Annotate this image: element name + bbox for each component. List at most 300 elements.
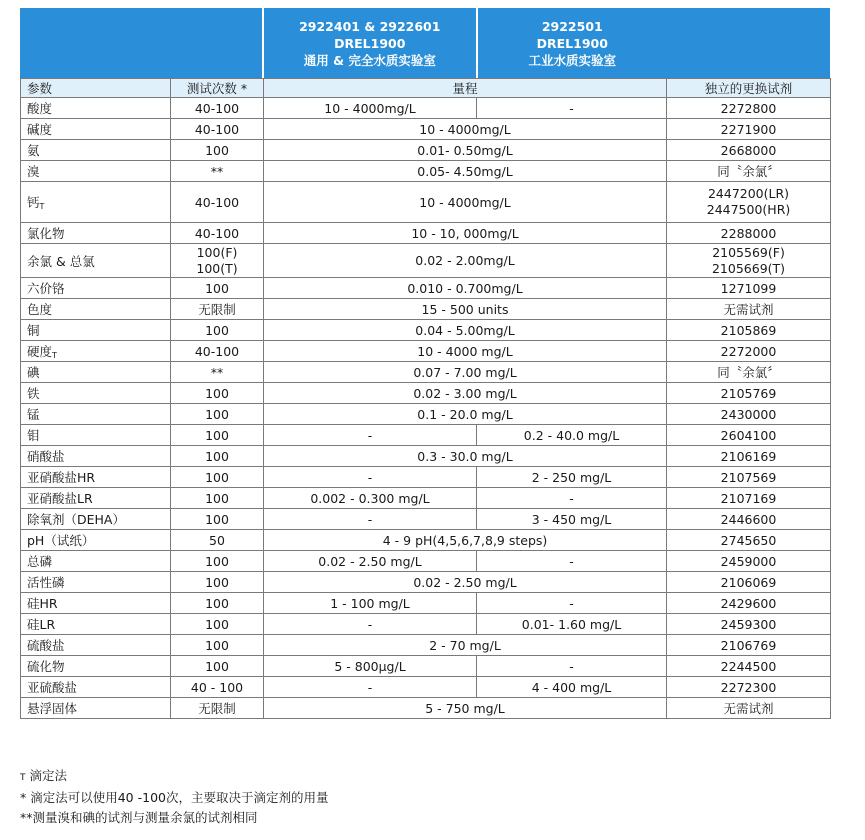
range-cell: [264, 244, 667, 278]
tests-value: 100: [205, 658, 229, 674]
param-name: 碘: [27, 365, 40, 380]
tests-value: 无限制: [198, 302, 236, 317]
reagent-code: 2429600: [720, 595, 777, 611]
reagent-cell: [667, 446, 831, 467]
range-product-2: [477, 593, 667, 614]
param-cell: [21, 551, 171, 572]
reagent-cell: [667, 467, 831, 488]
tests-cell: [171, 425, 264, 446]
param-cell: [21, 223, 171, 244]
reagent-cell: [667, 551, 831, 572]
param-cell: [21, 446, 171, 467]
reagent-code: 同〝余氯〞: [717, 365, 780, 380]
reagent-cell: [667, 278, 831, 299]
range-cell: [264, 383, 667, 404]
param-name: 氨: [27, 143, 40, 158]
param-cell: [21, 425, 171, 446]
param-cell: [21, 362, 171, 383]
tests-value: 100: [205, 448, 229, 464]
range-value-product-1: 0.02 - 2.50 mg/L: [318, 553, 422, 569]
range-value: 15 - 500 units: [421, 301, 509, 317]
tests-value: 100: [205, 490, 229, 506]
reagent-cell: [667, 140, 831, 161]
range-value-product-1: -: [367, 616, 373, 632]
param-cell: [21, 530, 171, 551]
param-cell: [21, 656, 171, 677]
tests-value: 100: [205, 616, 229, 632]
range-cell: [264, 299, 667, 320]
range-value-product-2: -: [569, 553, 574, 569]
reagent-cell: [667, 161, 831, 182]
reagent-cell: [667, 223, 831, 244]
product-2-codes: 2922501: [541, 18, 603, 34]
table-row: [21, 244, 831, 278]
reagent-code-2: 2447500(HR): [706, 202, 791, 217]
param-cell: [21, 383, 171, 404]
tests-value-2: 100(T): [196, 260, 238, 276]
param-name: 活性磷: [27, 575, 65, 590]
table-row: [21, 320, 831, 341]
reagent-code: 2106169: [720, 448, 777, 464]
reagent-code: 2272300: [720, 679, 777, 695]
header-blank: [20, 8, 262, 78]
table-row: [21, 530, 831, 551]
range-product-2: [477, 614, 667, 635]
range-value: 2 - 70 mg/L: [429, 637, 501, 653]
param-cell: [21, 509, 171, 530]
param-cell: [21, 635, 171, 656]
reagent-code: 2447200(LR): [707, 186, 790, 201]
tests-cell: [171, 119, 264, 140]
reagent-code: 2446600: [720, 511, 777, 527]
table-row: [21, 593, 831, 614]
tests-value: 100: [205, 406, 229, 422]
tests-cell: [171, 677, 264, 698]
range-product-2: [477, 677, 667, 698]
range-cell: [264, 698, 667, 719]
range-cell: [264, 572, 667, 593]
tests-value: 40-100: [194, 343, 240, 359]
range-value-product-1: -: [367, 679, 373, 695]
tests-value: 40-100: [194, 225, 240, 241]
tests-value: 100: [205, 142, 229, 158]
titration-mark: T: [39, 202, 45, 211]
range-cell: [264, 140, 667, 161]
reagent-code: 2604100: [720, 427, 777, 443]
table-row: [21, 446, 831, 467]
range-product-1: [264, 98, 477, 119]
param-name: 总磷: [27, 554, 53, 569]
tests-value: 40 - 100: [190, 679, 244, 695]
range-cell: [264, 161, 667, 182]
reagent-code: 无需试剂: [723, 701, 774, 716]
table-row: [21, 119, 831, 140]
reagent-cell: [667, 425, 831, 446]
range-cell: [264, 341, 667, 362]
param-cell: [21, 698, 171, 719]
reagent-cell: [667, 698, 831, 719]
footnote-tests: * 滴定法可以使用40 -100次，主要取决于滴定剂的用量: [20, 790, 329, 805]
param-name: 钼: [27, 428, 40, 443]
param-name: 锰: [27, 407, 40, 422]
titration-mark: T: [52, 351, 57, 360]
reagent-code: 2107569: [720, 469, 777, 485]
param-name: 硝酸盐: [27, 449, 65, 464]
param-name: 铁: [27, 386, 40, 401]
table-row: [21, 341, 831, 362]
reagent-cell: [667, 383, 831, 404]
range-value: 5 - 750 mg/L: [425, 700, 505, 716]
table-row: [21, 551, 831, 572]
tests-cell: [171, 656, 264, 677]
table-row: [21, 299, 831, 320]
column-header-row: [21, 79, 831, 98]
range-product-1: [264, 677, 477, 698]
range-product-2: [477, 656, 667, 677]
column-header-range: 量程: [264, 79, 667, 98]
param-cell: [21, 341, 171, 362]
param-name: pH（试纸）: [27, 533, 95, 548]
range-value: 0.02 - 2.50 mg/L: [413, 574, 517, 590]
param-cell: [21, 299, 171, 320]
param-name: 色度: [27, 302, 53, 317]
param-name: 亚硫酸盐: [27, 680, 78, 695]
table-row: [21, 161, 831, 182]
range-cell: [264, 530, 667, 551]
range-value: 0.05- 4.50mg/L: [417, 163, 513, 179]
param-name: 溴: [27, 164, 40, 179]
reagent-cell: [667, 98, 831, 119]
param-cell: [21, 278, 171, 299]
table-row: [21, 383, 831, 404]
reagent-code: 2105769: [720, 385, 777, 401]
range-value: 0.02 - 3.00 mg/L: [413, 385, 517, 401]
table-row: [21, 698, 831, 719]
tests-cell: [171, 614, 264, 635]
range-cell: [264, 278, 667, 299]
reagent-cell: [667, 299, 831, 320]
param-cell: [21, 182, 171, 223]
tests-value: 无限制: [198, 701, 236, 716]
tests-cell: [171, 182, 264, 223]
tests-value: 100: [205, 511, 229, 527]
reagent-code: 2271900: [720, 121, 777, 137]
product-1-name: 通用 & 完全水质实验室: [303, 52, 436, 68]
range-cell: [264, 119, 667, 140]
range-value-product-1: 10 - 4000mg/L: [324, 100, 416, 116]
range-value-product-2: -: [569, 100, 574, 116]
footnote-titration: [20, 766, 328, 788]
range-cell: [264, 635, 667, 656]
tests-value: 100: [205, 595, 229, 611]
reagent-cell: [667, 404, 831, 425]
tests-value: 100: [205, 574, 229, 590]
range-value-product-2: 0.2 - 40.0 mg/L: [523, 427, 620, 443]
range-product-2: [477, 509, 667, 530]
tests-cell: [171, 593, 264, 614]
param-name: 硫化物: [27, 659, 65, 674]
param-cell: [21, 119, 171, 140]
tests-cell: [171, 161, 264, 182]
parameter-table: [20, 78, 831, 719]
param-cell: [21, 467, 171, 488]
reagent-cell: [667, 341, 831, 362]
reagent-cell: [667, 656, 831, 677]
reagent-code: 2107169: [720, 490, 777, 506]
reagent-code: 2244500: [720, 658, 777, 674]
tests-cell: [171, 635, 264, 656]
reagent-code: 2430000: [720, 406, 777, 422]
reagent-cell: [667, 488, 831, 509]
param-name: 碱度: [27, 122, 53, 137]
tests-value: 100: [205, 469, 229, 485]
parameter-table-container: [20, 8, 830, 719]
footnotes: [20, 766, 328, 828]
range-product-1: [264, 488, 477, 509]
param-cell: [21, 677, 171, 698]
range-value-product-2: -: [569, 595, 574, 611]
tests-value: **: [210, 163, 224, 179]
tests-cell: [171, 509, 264, 530]
tests-cell: [171, 244, 264, 278]
param-name: 硬度: [27, 344, 53, 359]
range-product-2: [477, 488, 667, 509]
range-value-product-2: 0.01- 1.60 mg/L: [521, 616, 622, 632]
range-value: 0.04 - 5.00mg/L: [415, 322, 515, 338]
range-product-1: [264, 509, 477, 530]
tests-cell: [171, 698, 264, 719]
range-value: 10 - 4000mg/L: [419, 121, 511, 137]
reagent-code: 2106769: [720, 637, 777, 653]
tests-value: **: [210, 364, 224, 380]
table-row: [21, 182, 831, 223]
tests-cell: [171, 362, 264, 383]
reagent-cell: [667, 119, 831, 140]
table-row: [21, 98, 831, 119]
tests-cell: [171, 341, 264, 362]
footnote-titration-mark: T: [20, 773, 26, 783]
tests-value: 40-100: [194, 194, 240, 210]
column-header-tests: 测试次数 *: [171, 79, 264, 98]
range-product-2: [477, 98, 667, 119]
param-cell: [21, 593, 171, 614]
tests-cell: [171, 404, 264, 425]
range-cell: [264, 446, 667, 467]
table-row: [21, 635, 831, 656]
header-blank-right: [667, 8, 830, 78]
table-row: [21, 614, 831, 635]
range-value: 0.3 - 30.0 mg/L: [417, 448, 513, 464]
param-name: 钙: [27, 195, 40, 210]
param-name: 除氧剂（DEHA）: [27, 512, 125, 527]
tests-cell: [171, 530, 264, 551]
param-cell: [21, 161, 171, 182]
table-row: [21, 572, 831, 593]
reagent-cell: [667, 677, 831, 698]
param-cell: [21, 140, 171, 161]
reagent-code: 2288000: [720, 225, 777, 241]
tests-value: 100: [205, 427, 229, 443]
reagent-code: 1271099: [720, 280, 777, 296]
table-row: [21, 223, 831, 244]
param-cell: [21, 614, 171, 635]
param-name: 悬浮固体: [27, 701, 78, 716]
param-name: 硅HR: [27, 596, 58, 611]
product-1-header: [262, 8, 476, 78]
range-product-2: [477, 467, 667, 488]
product-1-model: DREL1900: [334, 35, 406, 51]
param-name: 六价铬: [27, 281, 65, 296]
range-cell: [264, 320, 667, 341]
tests-cell: [171, 98, 264, 119]
range-value-product-1: -: [367, 511, 373, 527]
range-product-1: [264, 467, 477, 488]
tests-cell: [171, 488, 264, 509]
param-cell: [21, 320, 171, 341]
reagent-code: 2745650: [720, 532, 777, 548]
reagent-code: 2105869: [720, 322, 777, 338]
reagent-cell: [667, 244, 831, 278]
range-cell: [264, 182, 667, 223]
param-name: 铜: [27, 323, 40, 338]
reagent-cell: [667, 593, 831, 614]
reagent-code: 2272000: [720, 343, 777, 359]
tests-value: 100(F): [196, 244, 238, 260]
table-row: [21, 278, 831, 299]
reagent-code: 无需试剂: [723, 302, 774, 317]
reagent-code: 2105569(F): [712, 244, 785, 260]
tests-cell: [171, 467, 264, 488]
param-name: 酸度: [27, 101, 53, 116]
param-name: 余氯 & 总氯: [27, 253, 95, 269]
reagent-cell: [667, 362, 831, 383]
param-name: 亚硝酸盐HR: [27, 470, 96, 485]
tests-cell: [171, 320, 264, 341]
product-2-name: 工业水质实验室: [528, 52, 617, 68]
reagent-code: 2668000: [720, 142, 777, 158]
param-cell: [21, 572, 171, 593]
product-2-model: DREL1900: [536, 35, 608, 51]
reagent-code: 同〝余氯〞: [717, 164, 780, 179]
range-value: 0.02 - 2.00mg/L: [415, 253, 515, 268]
range-value: 4 - 9 pH(4,5,6,7,8,9 steps): [382, 532, 548, 548]
product-header: [20, 8, 830, 78]
range-value: 0.01- 0.50mg/L: [417, 142, 513, 158]
tests-value: 40-100: [194, 100, 240, 116]
range-value: 0.010 - 0.700mg/L: [407, 280, 523, 296]
range-value-product-1: 5 - 800μg/L: [334, 658, 406, 674]
tests-value: 100: [205, 385, 229, 401]
param-name: 氯化物: [27, 226, 65, 241]
range-product-1: [264, 656, 477, 677]
tests-value: 40-100: [194, 121, 240, 137]
range-product-1: [264, 593, 477, 614]
range-product-2: [477, 425, 667, 446]
tests-value: 100: [205, 280, 229, 296]
range-cell: [264, 223, 667, 244]
param-name: 亚硝酸盐LR: [27, 491, 93, 506]
table-row: [21, 425, 831, 446]
range-value-product-1: 1 - 100 mg/L: [330, 595, 410, 611]
reagent-cell: [667, 614, 831, 635]
tests-value: 50: [209, 532, 225, 548]
range-value: 0.07 - 7.00 mg/L: [413, 364, 517, 380]
reagent-code: 2459300: [720, 616, 777, 632]
table-row: [21, 488, 831, 509]
range-value-product-2: 2 - 250 mg/L: [531, 469, 612, 485]
range-value-product-2: -: [569, 490, 574, 506]
column-header-reagent: 独立的更换试剂: [667, 79, 831, 98]
reagent-code-2: 2105669(T): [711, 260, 786, 276]
product-1-codes: 2922401 & 2922601: [299, 18, 441, 34]
param-name: 硫酸盐: [27, 638, 65, 653]
tests-cell: [171, 446, 264, 467]
table-row: [21, 467, 831, 488]
tests-cell: [171, 278, 264, 299]
range-value: 0.1 - 20.0 mg/L: [417, 406, 513, 422]
range-value-product-2: 4 - 400 mg/L: [531, 679, 612, 695]
table-row: [21, 362, 831, 383]
reagent-code: 2106069: [720, 574, 777, 590]
table-row: [21, 509, 831, 530]
table-row: [21, 677, 831, 698]
footnote-titration-text: 滴定法: [29, 768, 67, 783]
reagent-cell: [667, 320, 831, 341]
range-product-1: [264, 614, 477, 635]
reagent-cell: [667, 530, 831, 551]
reagent-code: 2459000: [720, 553, 777, 569]
table-row: [21, 656, 831, 677]
range-cell: [264, 404, 667, 425]
reagent-cell: [667, 509, 831, 530]
tests-cell: [171, 140, 264, 161]
range-product-1: [264, 551, 477, 572]
reagent-cell: [667, 635, 831, 656]
tests-cell: [171, 572, 264, 593]
table-row: [21, 140, 831, 161]
table-row: [21, 404, 831, 425]
param-cell: [21, 404, 171, 425]
param-cell: [21, 244, 171, 278]
reagent-cell: [667, 182, 831, 223]
product-2-header: [476, 8, 667, 78]
param-name: 硅LR: [27, 617, 56, 632]
tests-value: 100: [205, 553, 229, 569]
range-value-product-1: -: [367, 427, 373, 443]
reagent-cell: [667, 572, 831, 593]
reagent-code: 2272800: [720, 100, 777, 116]
param-cell: [21, 98, 171, 119]
range-value-product-2: 3 - 450 mg/L: [531, 511, 612, 527]
range-cell: [264, 362, 667, 383]
tests-value: 100: [205, 637, 229, 653]
tests-cell: [171, 551, 264, 572]
tests-cell: [171, 299, 264, 320]
param-cell: [21, 488, 171, 509]
column-header-param: 参数: [21, 79, 171, 98]
range-product-1: [264, 425, 477, 446]
range-product-2: [477, 551, 667, 572]
tests-cell: [171, 383, 264, 404]
range-value: 10 - 4000 mg/L: [417, 343, 513, 359]
tests-cell: [171, 223, 264, 244]
range-value: 10 - 10, 000mg/L: [411, 225, 519, 241]
range-value-product-1: -: [367, 469, 373, 485]
tests-value: 100: [205, 322, 229, 338]
range-value: 10 - 4000mg/L: [419, 194, 511, 210]
footnote-reagents: **测量溴和碘的试剂与测量余氯的试剂相同: [20, 810, 258, 825]
range-value-product-2: -: [569, 658, 574, 674]
